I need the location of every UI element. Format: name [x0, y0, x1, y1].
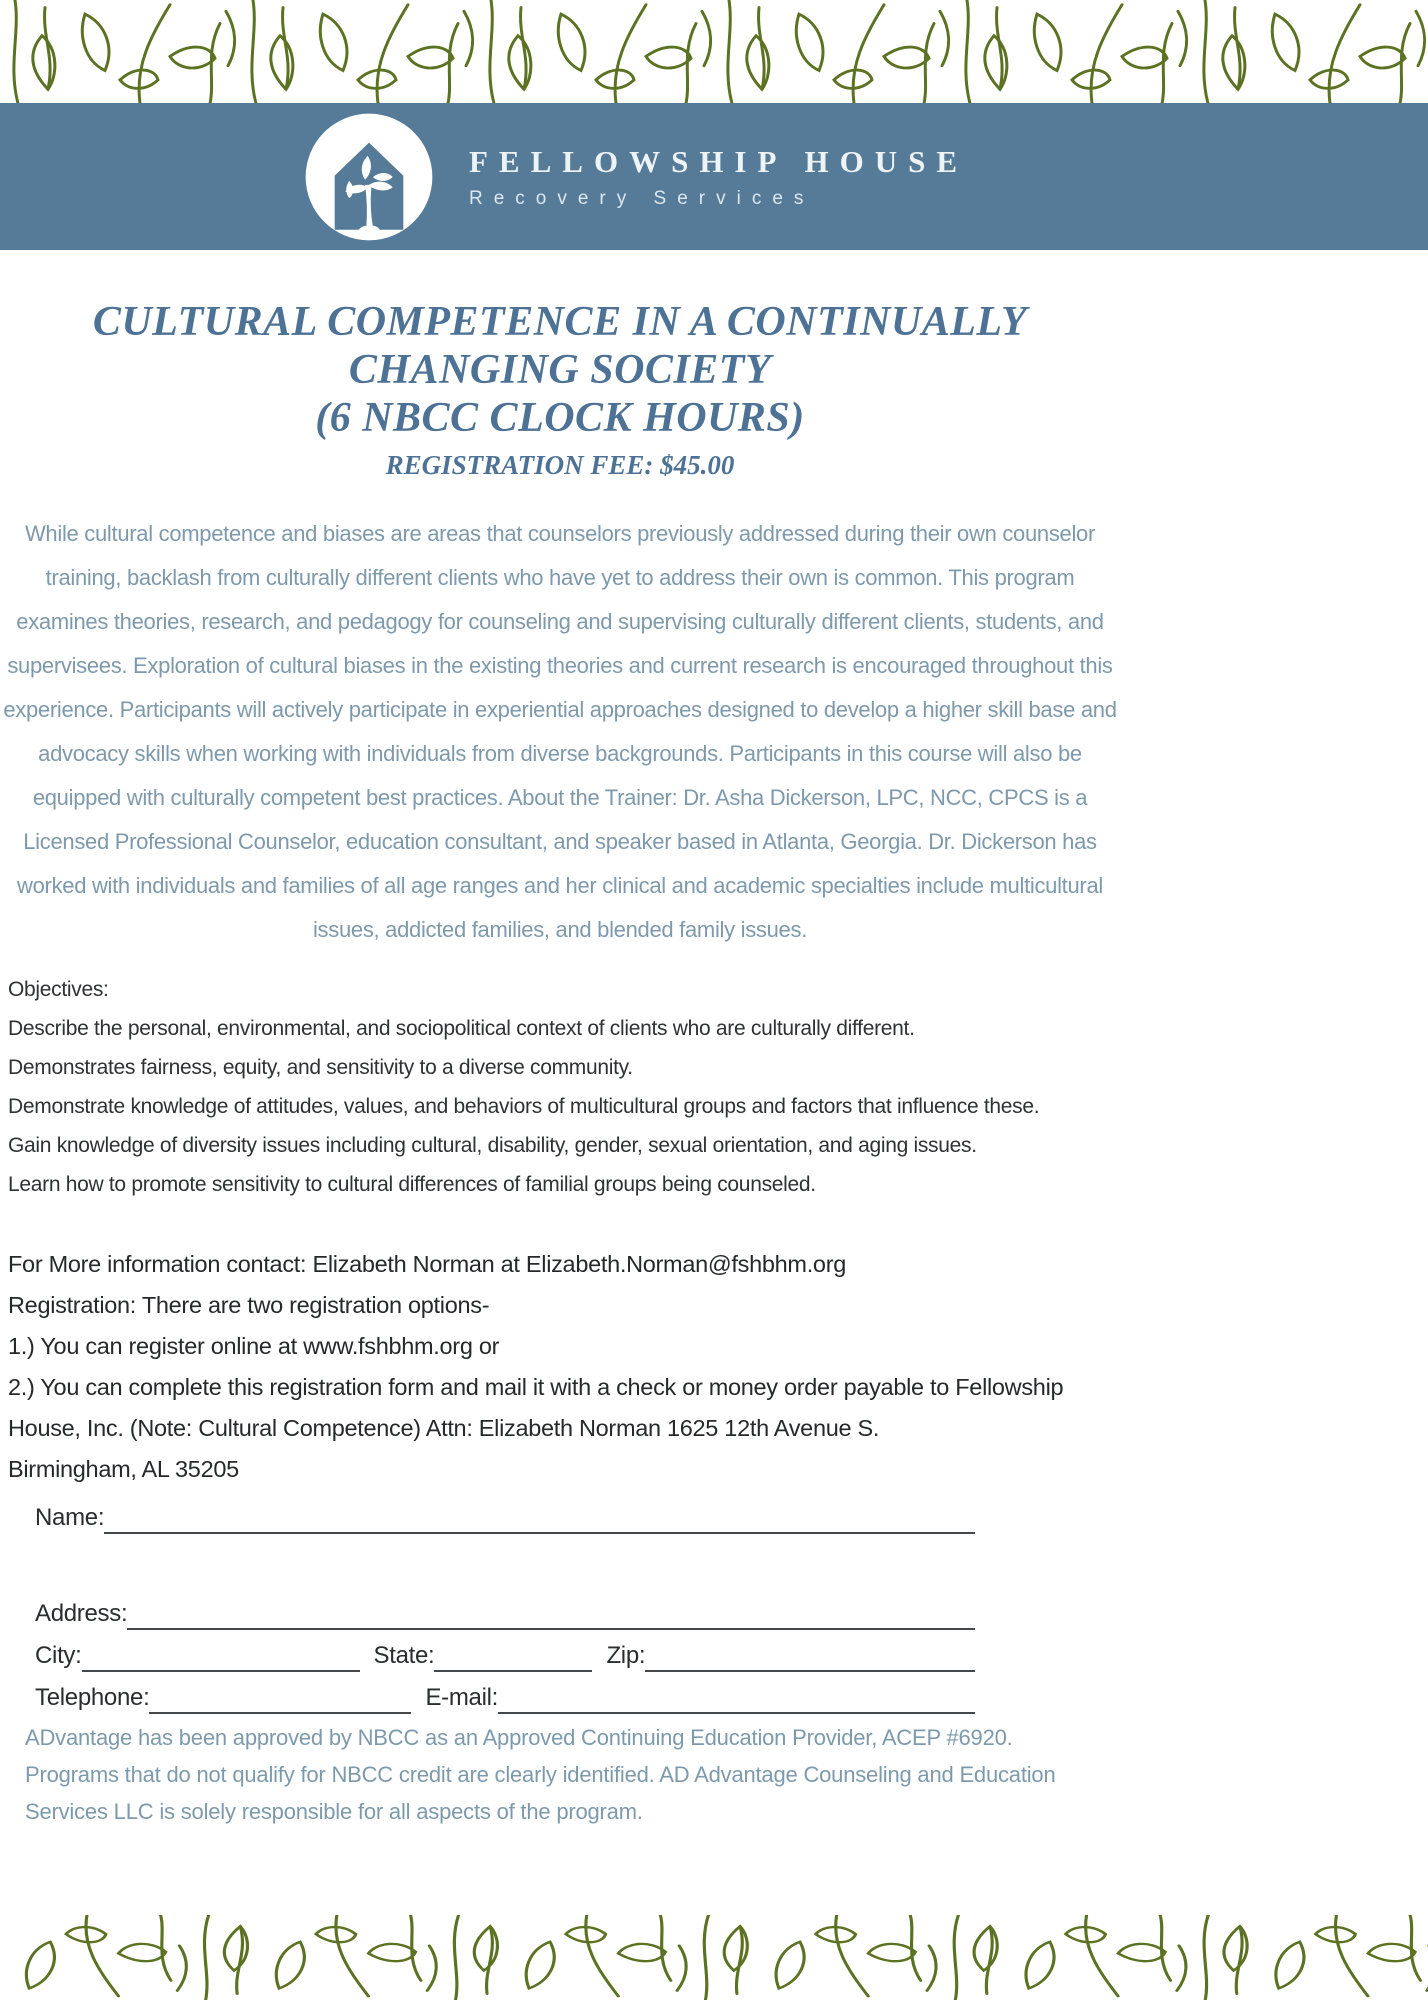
- objective-item: Gain knowledge of diversity issues including cultural, disability, gender, sexual orientation, and aging issues.: [8, 1134, 977, 1157]
- objective-item: Demonstrates fairness, equity, and sensitivity to a diverse community.: [8, 1056, 633, 1079]
- zip-label: Zip:: [606, 1642, 646, 1669]
- leaf-pattern-icon: [0, 1915, 1428, 2000]
- contact-line: For More information contact: Elizabeth Norman at Elizabeth.Norman@fshbhm.org: [8, 1251, 846, 1277]
- registration-option-2: 2.) You can complete this registration form and mail it with a check or money order payable to Fellowship House, Inc. (Note: Cultural Competence) Attn: Elizabeth Norman 1625 12th Avenue S.: [8, 1374, 1064, 1441]
- address-input-line[interactable]: [127, 1598, 975, 1630]
- telephone-label: Telephone:: [35, 1684, 150, 1711]
- objectives-section: [0, 970, 1130, 1204]
- address-field-row: [35, 1598, 975, 1630]
- nbcc-disclaimer: ADvantage has been approved by NBCC as an Approved Continuing Education Provider, ACEP #6920. Programs that do not qualify for NBCC credit are clearly identified. AD Advantage Counseling and Education Services LLC is solely responsible for all aspects of the program.: [25, 1725, 1056, 1824]
- leaf-pattern-icon: [0, 0, 1428, 103]
- registration-options-intro: Registration: There are two registration options-: [8, 1292, 490, 1318]
- leaf-decoration-top: [0, 0, 1428, 103]
- city-state-zip-row: [35, 1640, 975, 1672]
- telephone-input-line[interactable]: [149, 1682, 411, 1714]
- objectives-heading: Objectives:: [8, 978, 109, 1001]
- title-block: [0, 298, 1120, 482]
- page-title-line3: (6 NBCC CLOCK HOURS): [315, 395, 805, 441]
- flyer-content: [0, 250, 1428, 1830]
- brand-tagline: Recovery Services: [469, 187, 815, 209]
- objective-item: Describe the personal, environmental, and sociopolitical context of clients who are culturally different.: [8, 1017, 915, 1040]
- brand-name: FELLOWSHIP HOUSE: [469, 143, 969, 179]
- program-description: While cultural competence and biases are areas that counselors previously addressed during their own counselor training, backlash from culturally different clients who have yet to address their own is common. This program examines theories, research, and pedagogy for counseling and supervising culturally different clients, students, and supervisees. Exploration of cultural biases in the existing theories and current research is encouraged throughout this experience. Participants will actively participate in experiential approaches designed to develop a higher skill base and advocacy skills when working with individuals from diverse backgrounds. Participants in this course will also be equipped with culturally competent best practices. About the Trainer: Dr. Asha Dickerson, LPC, NCC, CPCS is a Licensed Professional Counselor, education consultant, and speaker based in Atlanta, Georgia. Dr. Dickerson has worked with individuals and families of all age ranges and her clinical and academic specialties include multicultural issues, addicted families, and blended family issues.: [3, 521, 1117, 942]
- registration-section: [0, 1244, 1130, 1490]
- registration-city-line: Birmingham, AL 35205: [8, 1456, 239, 1482]
- city-label: City:: [35, 1642, 82, 1669]
- zip-input-line[interactable]: [645, 1640, 975, 1672]
- state-input-line[interactable]: [434, 1640, 592, 1672]
- leaf-decoration-bottom: [0, 1915, 1428, 2000]
- email-label: E-mail:: [425, 1684, 499, 1711]
- page-title-line1: CULTURAL COMPETENCE IN A CONTINUALLY: [92, 299, 1028, 345]
- registration-fee: REGISTRATION FEE: $45.00: [385, 450, 735, 480]
- state-label: State:: [373, 1642, 435, 1669]
- registration-option-1: 1.) You can register online at www.fshbhm.org or: [8, 1333, 500, 1359]
- page-title-line2: CHANGING SOCIETY: [348, 347, 772, 393]
- telephone-email-row: [35, 1682, 975, 1714]
- objective-item: Demonstrate knowledge of attitudes, values, and behaviors of multicultural groups and factors that influence these.: [8, 1095, 1040, 1118]
- email-input-line[interactable]: [498, 1682, 975, 1714]
- city-input-line[interactable]: [82, 1640, 360, 1672]
- house-tree-icon: [303, 111, 435, 243]
- objective-item: Learn how to promote sensitivity to cultural differences of familial groups being counseled.: [8, 1173, 816, 1196]
- fellowship-house-logo: [303, 111, 435, 243]
- name-input-line[interactable]: [104, 1502, 975, 1534]
- brand-block: [469, 144, 968, 210]
- name-field-row: [35, 1502, 975, 1534]
- header-band: [0, 103, 1428, 250]
- name-label: Name:: [35, 1504, 105, 1531]
- address-label: Address:: [35, 1600, 128, 1627]
